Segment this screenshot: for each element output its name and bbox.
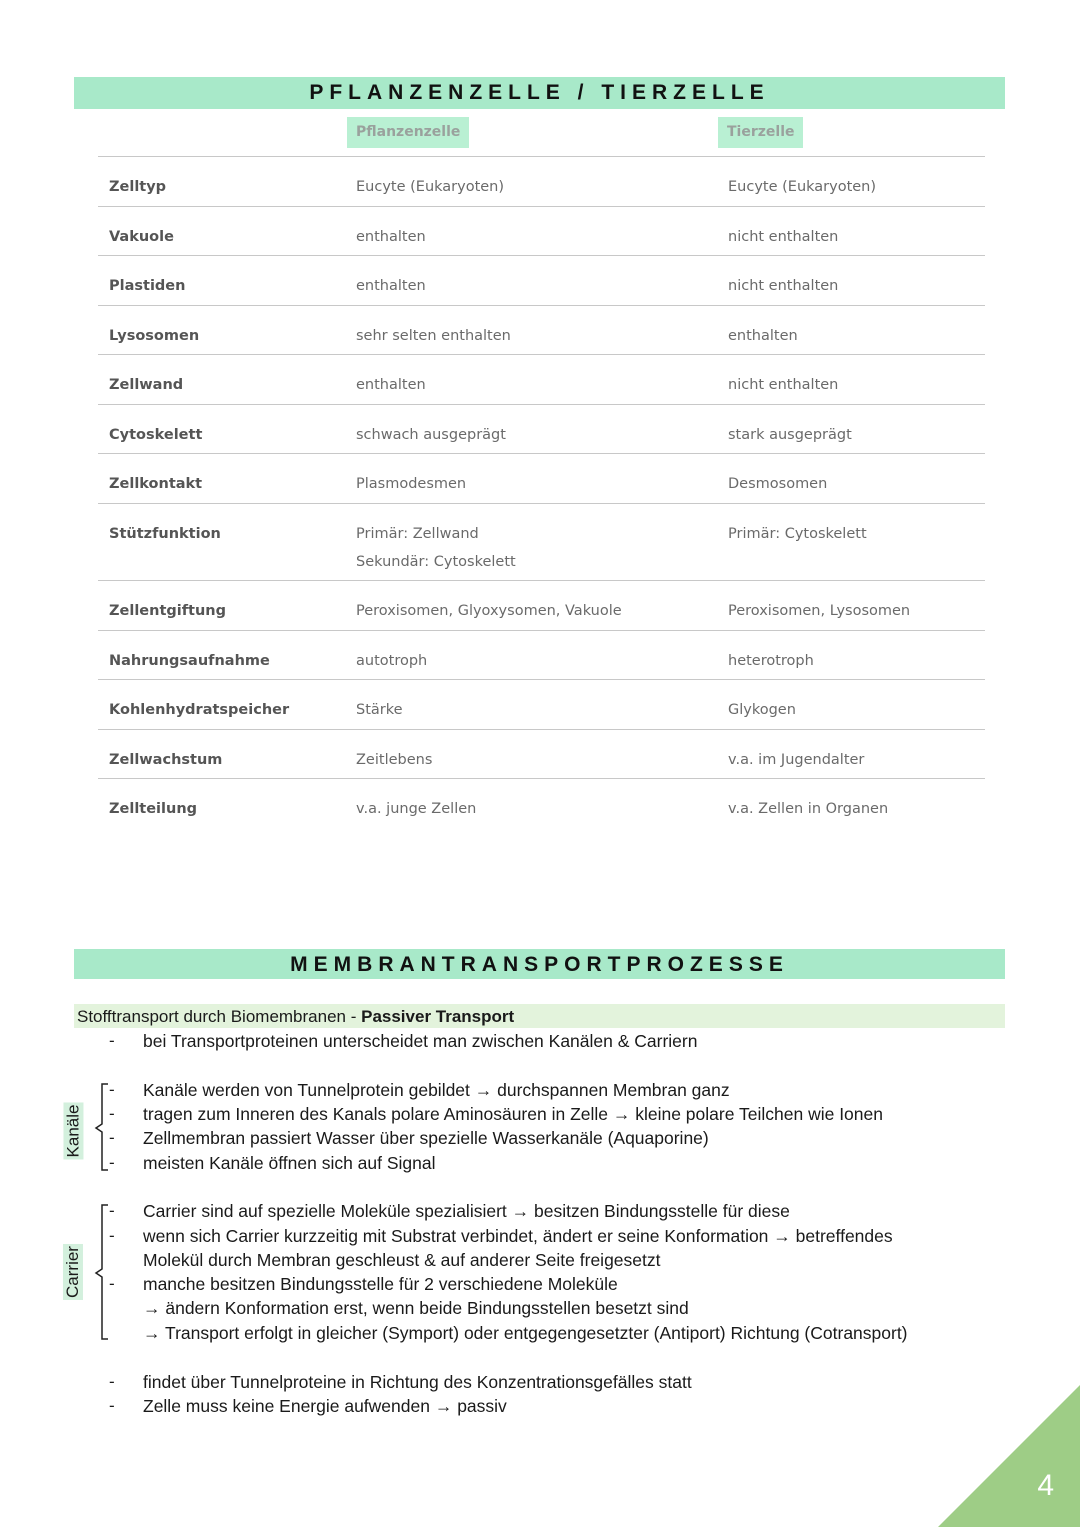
row-label: Kohlenhydratspeicher [109,702,290,718]
bullet-dash: - [109,1153,115,1172]
bullet-dash: - [109,1080,115,1099]
animal-value: nicht enthalten [728,278,839,294]
bullet-dash: - [109,1104,115,1123]
animal-value: stark ausgeprägt [728,427,852,443]
animal-value: Desmosomen [728,476,828,492]
animal-value: nicht enthalten [728,377,839,393]
bullet-dash: - [109,1274,115,1293]
plant-value: schwach ausgeprägt [356,427,506,443]
carrier-line: → ändern Konformation erst, wenn beide Bindungsstellen besetzt sind [143,1298,689,1318]
plant-value: v.a. junge Zellen [356,801,477,817]
subheading-text: Stofftransport durch Biomembranen - [77,1007,362,1026]
kanaele-line: tragen zum Inneren des Kanals polare Aminosäuren in Zelle → kleine polare Teilchen wie Ionen [143,1104,883,1124]
row-label: Zellteilung [109,801,198,817]
table-row [98,404,985,454]
summary-line: findet über Tunnelproteine in Richtung des Konzentrationsgefälles statt [143,1372,692,1392]
table-row [98,354,985,405]
animal-value: heterotroph [728,653,814,669]
animal-value: v.a. im Jugendalter [728,752,865,768]
row-label: Zellwachstum [109,752,223,768]
bullet-dash: - [109,1372,115,1391]
row-label: Zelltyp [109,179,167,195]
bullet-dash: - [109,1128,115,1147]
plant-value: Stärke [356,702,403,718]
animal-value: enthalten [728,328,798,344]
subheading [74,1004,1005,1028]
row-label: Plastiden [109,278,186,294]
page-corner-decoration [938,1385,1080,1527]
column-header-plant: Pflanzenzelle [347,117,469,148]
animal-value: Primär: Cytoskelett [728,526,867,542]
column-header-animal: Tierzelle [718,117,803,148]
table-row [98,255,985,306]
animal-value: v.a. Zellen in Organen [728,801,889,817]
intro-line: bei Transportproteinen unterscheidet man zwischen Kanälen & Carriern [143,1031,698,1051]
animal-value: nicht enthalten [728,229,839,245]
carrier-line: wenn sich Carrier kurzzeitig mit Substrat verbindet, ändert er seine Konformation → betreffendes [143,1226,893,1246]
kanaele-label: Kanäle [63,1104,83,1158]
bullet-dash: - [109,1031,115,1050]
carrier-line: manche besitzen Bindungsstelle für 2 verschiedene Moleküle [143,1274,618,1294]
row-label: Zellkontakt [109,476,203,492]
row-label: Zellentgiftung [109,603,226,619]
animal-value: Glykogen [728,702,796,718]
summary-line: Zelle muss keine Energie aufwenden → passiv [143,1396,507,1416]
row-label: Cytoskelett [109,427,203,443]
table-row [98,630,985,680]
bullet-dash: - [109,1396,115,1415]
table-row [98,206,985,256]
carrier-label: Carrier [62,1246,82,1298]
plant-value: enthalten [356,377,426,393]
carrier-line: Molekül durch Membran geschleust & auf anderer Seite freigesetzt [143,1250,661,1270]
section-title-bar [74,77,1005,109]
table-row [98,305,985,355]
subheading-bold: Passiver Transport [361,1007,515,1026]
row-label: Zellwand [109,377,184,393]
table-row [98,729,985,779]
bullet-dash: - [109,1201,115,1220]
table-row [98,503,985,581]
row-label: Stützfunktion [109,526,221,542]
section-title: PFLANZENZELLE / TIERZELLE [309,81,770,104]
row-label: Nahrungsaufnahme [109,653,270,669]
kanaele-line: meisten Kanäle öffnen sich auf Signal [143,1153,436,1173]
plant-value: autotroph [356,653,428,669]
section-title-bar [74,949,1005,979]
plant-value: Primär: Zellwand [356,526,479,542]
row-label: Lysosomen [109,328,200,344]
kanaele-line: Kanäle werden von Tunnelprotein gebildet → durchspannen Membran ganz [143,1080,730,1100]
row-label: Vakuole [109,229,174,245]
plant-value: Zeitlebens [356,752,433,768]
table-row [98,679,985,730]
plant-value: Peroxisomen, Glyoxysomen, Vakuole [356,603,622,619]
table-row [98,453,985,504]
carrier-line: Carrier sind auf spezielle Moleküle spezialisiert → besitzen Bindungsstelle für diese [143,1201,790,1221]
page-number: 4 [1037,1469,1054,1502]
kanaele-line: Zellmembran passiert Wasser über spezielle Wasserkanäle (Aquaporine) [143,1128,709,1148]
animal-value: Peroxisomen, Lysosomen [728,603,911,619]
plant-value: sehr selten enthalten [356,328,511,344]
plant-value-secondary: Sekundär: Cytoskelett [356,554,516,570]
table-row [98,580,985,631]
section-title: MEMBRANTRANSPORTPROZESSE [290,953,789,976]
bullet-dash: - [109,1226,115,1245]
table-row [98,778,985,829]
plant-value: Plasmodesmen [356,476,467,492]
animal-value: Eucyte (Eukaryoten) [728,179,877,195]
plant-value: enthalten [356,229,426,245]
carrier-line: → Transport erfolgt in gleicher (Symport) oder entgegengesetzter (Antiport) Richtung (Cotransport) [143,1323,908,1343]
table-row [98,156,985,207]
plant-value: Eucyte (Eukaryoten) [356,179,505,195]
plant-value: enthalten [356,278,426,294]
